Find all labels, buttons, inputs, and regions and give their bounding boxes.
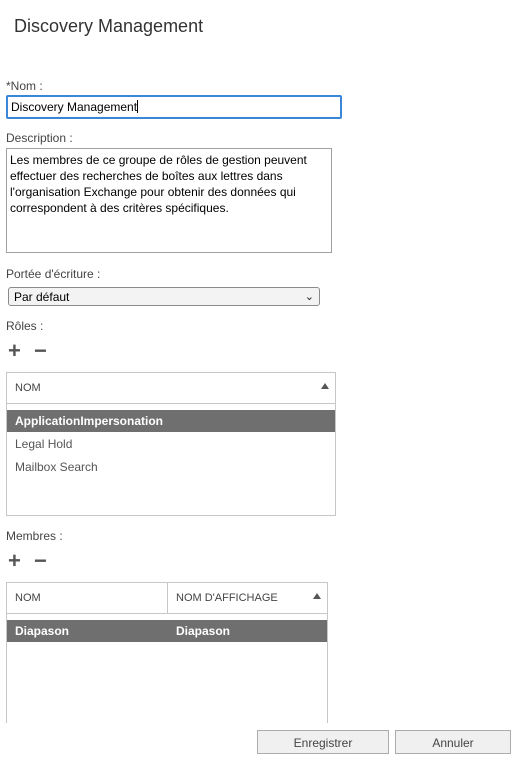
chevron-down-icon: ⌄	[304, 291, 314, 303]
roles-label: Rôles :	[6, 319, 44, 333]
name-field[interactable]	[6, 95, 342, 119]
members-column-display-name[interactable]: NOM D'AFFICHAGE	[176, 592, 278, 604]
members-row-name: Diapason	[7, 620, 168, 642]
members-remove-icon[interactable]: −	[34, 548, 47, 573]
roles-remove-icon[interactable]: −	[34, 338, 47, 363]
roles-grid	[6, 372, 336, 516]
save-button[interactable]: Enregistrer	[257, 730, 389, 754]
text-cursor	[137, 100, 138, 113]
write-scope-select[interactable]	[8, 287, 320, 306]
cancel-button[interactable]: Annuler	[395, 730, 511, 754]
roles-grid-header	[7, 373, 335, 404]
members-add-icon[interactable]: +	[8, 548, 21, 573]
sort-ascending-icon[interactable]	[321, 383, 329, 389]
roles-row[interactable]: Mailbox Search	[15, 460, 98, 474]
roles-add-icon[interactable]: +	[8, 338, 21, 363]
roles-column-name[interactable]: NOM	[15, 382, 41, 394]
roles-row[interactable]: ApplicationImpersonation	[7, 410, 335, 432]
sort-ascending-icon[interactable]	[313, 593, 321, 599]
members-grid	[6, 582, 328, 723]
members-row-display-name: Diapason	[168, 620, 327, 642]
name-label: *Nom :	[6, 79, 43, 93]
table-row[interactable]	[7, 620, 327, 642]
write-scope-label: Portée d'écriture :	[6, 267, 101, 281]
description-label: Description :	[6, 131, 73, 145]
members-column-name[interactable]: NOM	[7, 583, 168, 613]
members-grid-header	[7, 583, 327, 614]
page-title: Discovery Management	[14, 16, 204, 36]
write-scope-value: Par défaut	[14, 290, 70, 304]
name-field-value: Discovery Management	[11, 100, 138, 114]
description-field[interactable]: Les membres de ce groupe de rôles de gestion peuvent effectuer des recherches de boîtes aux lettres dans l'organisation Exchange pour obtenir des données qui correspondent à des critères spécifiques.	[6, 148, 332, 253]
roles-row[interactable]: Legal Hold	[15, 437, 73, 451]
members-label: Membres :	[6, 529, 63, 543]
